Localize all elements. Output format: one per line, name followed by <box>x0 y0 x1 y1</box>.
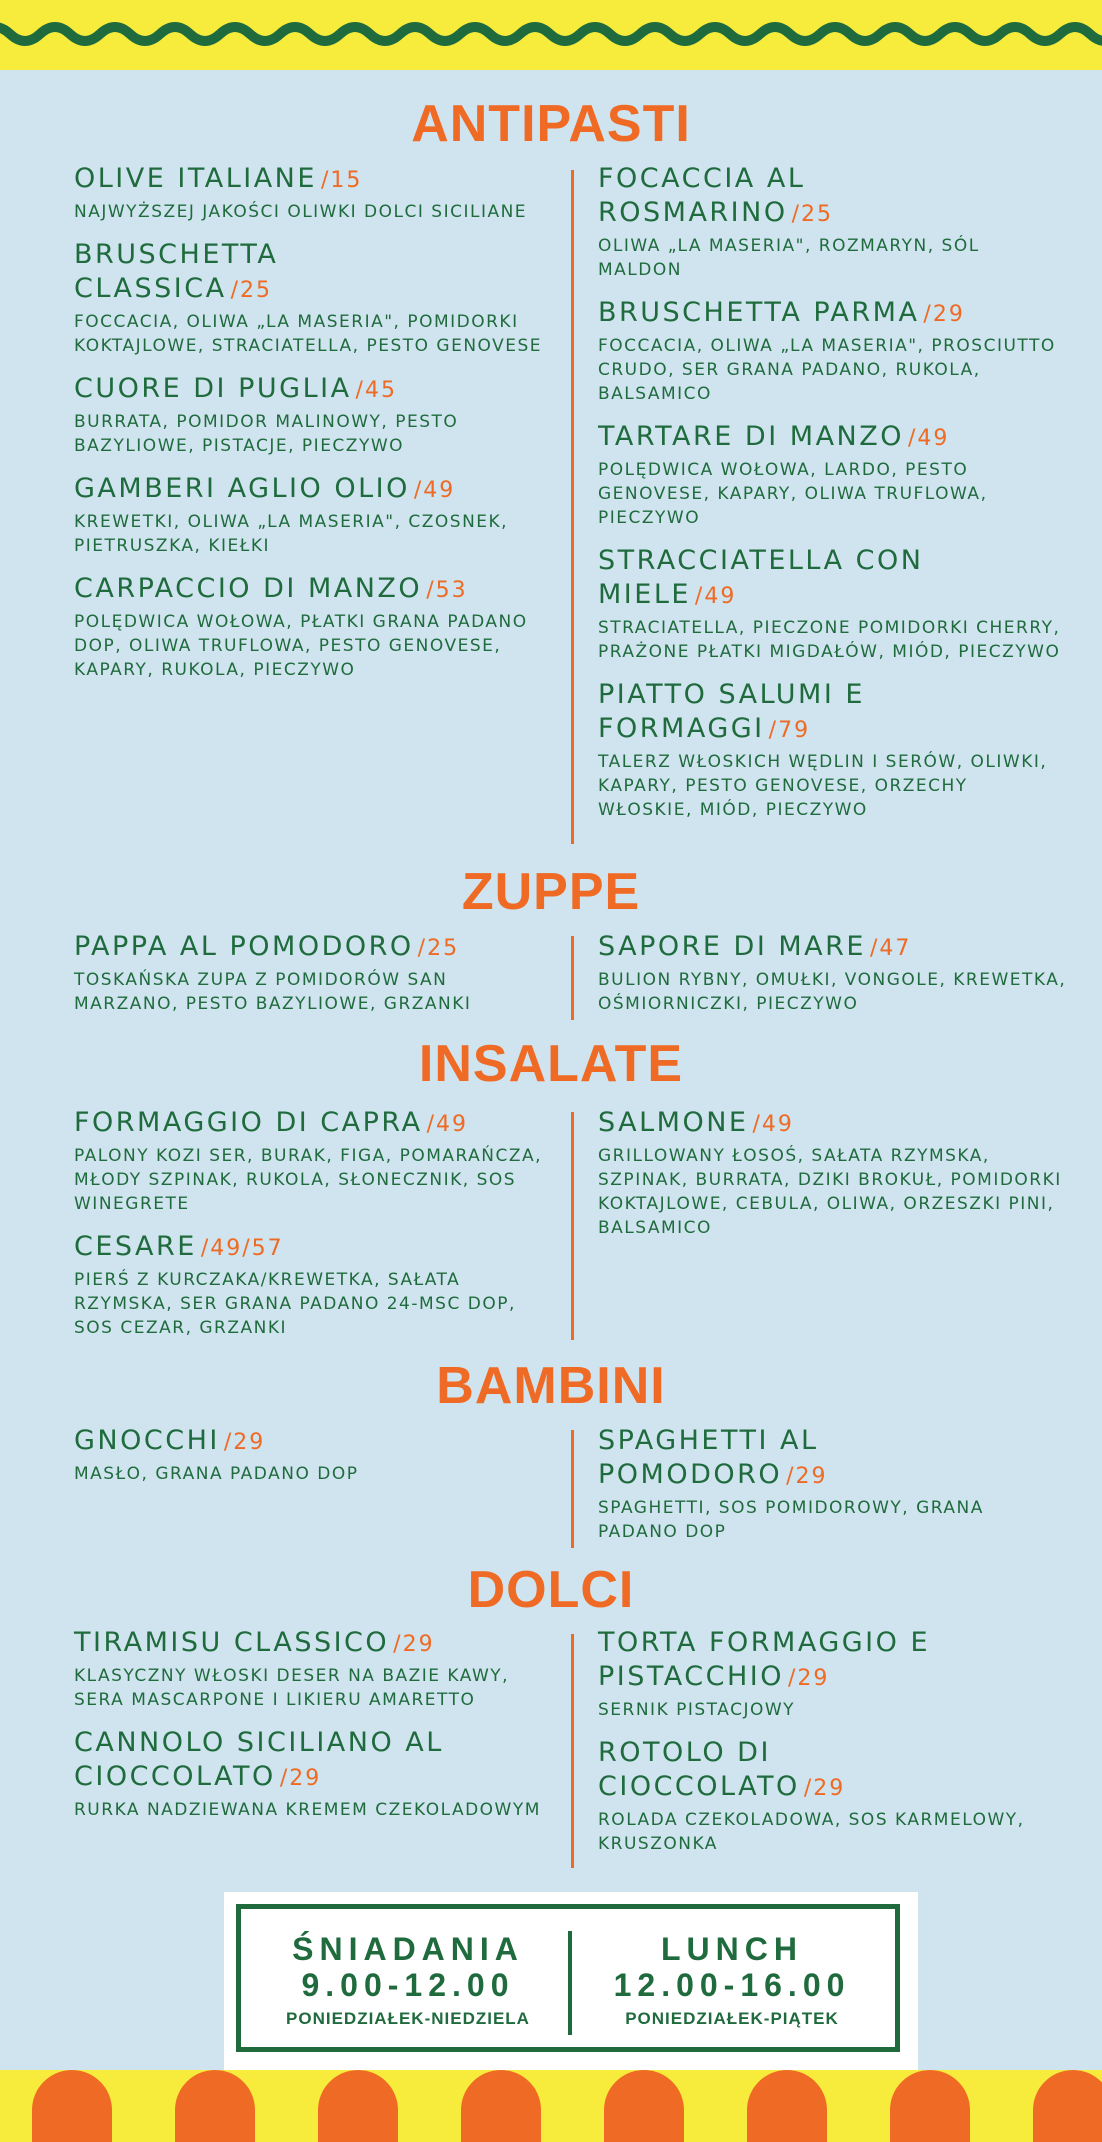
item-price: /25 <box>230 278 272 303</box>
item-description: PIERŚ Z KURCZAKA/KREWETKA, SAŁATA RZYMSKA, SER GRANA PADANO 24-MSC DOP, SOS CEZAR, GRZANKI <box>74 1270 516 1338</box>
menu-item <box>598 420 1068 530</box>
item-description: SPAGHETTI, SOS POMIDOROWY, GRANA PADANO DOP <box>598 1498 984 1542</box>
section-title-insalate: INSALATE <box>418 1035 684 1093</box>
item-description: KLASYCZNY WŁOSKI DESER NA BAZIE KAWY, SERA MASCARPONE I LIKIERU AMARETTO <box>74 1666 510 1710</box>
item-name: BRUSCHETTA PARMA <box>598 297 920 328</box>
item-price: /25 <box>791 202 833 227</box>
item-name: PIATTO SALUMI E FORMAGGI <box>598 679 865 744</box>
item-description: TALERZ WŁOSKICH WĘDLIN I SERÓW, OLIWKI, KAPARY, PESTO GENOVESE, ORZECHY WŁOSKIE, MIÓD, PIECZYWO <box>598 752 1048 820</box>
arch-decoration-icon <box>461 2070 541 2142</box>
item-price: /29 <box>788 1666 830 1691</box>
menu-item <box>598 1736 1068 1856</box>
arch-decoration-icon <box>318 2070 398 2142</box>
item-name: SAPORE DI MARE <box>598 931 866 962</box>
section-title-antipasti: ANTIPASTI <box>411 95 691 153</box>
menu-item <box>598 296 1068 406</box>
lunch-time: 12.00-16.00 <box>613 1967 851 2003</box>
item-name: CANNOLO SICILIANO AL CIOCCOLATO <box>74 1727 444 1792</box>
item-description: SERNIK PISTACJOWY <box>598 1700 796 1720</box>
item-price: /49 <box>907 426 950 451</box>
item-price: /49 <box>426 1112 468 1137</box>
item-price: /49/57 <box>200 1236 284 1261</box>
item-price: /47 <box>869 936 912 961</box>
menu-item <box>598 678 1068 822</box>
item-description: POLĘDWICA WOŁOWA, LARDO, PESTO GENOVESE, KAPARY, OLIWA TRUFLOWA, PIECZYWO <box>598 460 988 528</box>
item-price: /45 <box>355 378 397 403</box>
dolci-right-column <box>598 1626 1068 1870</box>
item-name: SPAGHETTI AL POMODORO <box>598 1425 819 1490</box>
item-name: TARTARE DI MANZO <box>598 421 904 452</box>
item-price: /49 <box>694 584 737 609</box>
menu-item <box>74 238 554 358</box>
breakfast-days: PONIEDZIAŁEK-NIEDZIELA <box>286 2009 530 2028</box>
menu-item <box>74 372 554 458</box>
item-description: BULION RYBNY, OMUŁKI, VONGOLE, KREWETKA, OŚMIORNICZKI, PIECZYWO <box>598 970 1067 1014</box>
menu-item <box>74 1626 554 1712</box>
opening-hours-panel <box>224 1892 918 2070</box>
menu-item <box>598 1424 1068 1544</box>
item-name: TIRAMISU CLASSICO <box>74 1627 390 1658</box>
insalate-right-column <box>598 1106 1068 1254</box>
item-price: /25 <box>417 936 460 961</box>
item-price: /29 <box>923 302 965 327</box>
column-divider <box>571 1112 574 1340</box>
menu-item <box>74 572 554 682</box>
arch-decoration-icon <box>747 2070 827 2142</box>
breakfast-time: 9.00-12.00 <box>301 1967 515 2003</box>
item-description: GRILLOWANY ŁOSOŚ, SAŁATA RZYMSKA, SZPINAK, BURRATA, DZIKI BROKUŁ, POMIDORKI KOKTAJLOWE, CEBULA, OLIWA, ORZESZKI PINI, BALSAMICO <box>598 1146 1062 1238</box>
antipasti-left-column <box>74 162 554 696</box>
item-price: /29 <box>786 1464 828 1489</box>
item-name: GNOCCHI <box>74 1425 220 1456</box>
top-wave-band <box>0 0 1102 70</box>
item-name: CUORE DI PUGLIA <box>74 373 352 404</box>
opening-hours-frame <box>236 1904 900 2052</box>
item-name: OLIVE ITALIANE <box>74 163 317 194</box>
menu-item <box>74 1726 554 1822</box>
item-name: CESARE <box>74 1231 197 1262</box>
item-description: RURKA NADZIEWANA KREMEM CZEKOLADOWYM <box>74 1800 541 1820</box>
section-title-zuppe: ZUPPE <box>461 863 641 921</box>
arch-decoration-icon <box>1033 2070 1102 2142</box>
menu-item <box>598 1106 1068 1240</box>
column-divider <box>571 1430 574 1548</box>
item-name: STRACCIATELLA CON MIELE <box>598 545 924 610</box>
item-name: CARPACCIO DI MANZO <box>74 573 423 604</box>
menu-item <box>74 472 554 558</box>
item-name: TORTA FORMAGGIO E PISTACCHIO <box>598 1627 931 1692</box>
lunch-label: LUNCH <box>661 1931 803 1967</box>
antipasti-right-column <box>598 162 1068 836</box>
item-description: OLIWA „LA MASERIA", ROZMARYN, SÓL MALDON <box>598 236 980 280</box>
item-price: /49 <box>752 1112 794 1137</box>
arch-decoration-icon <box>604 2070 684 2142</box>
arch-decoration-icon <box>32 2070 112 2142</box>
arch-decoration-icon <box>175 2070 255 2142</box>
item-name: SALMONE <box>598 1107 749 1138</box>
section-title-dolci: DOLCI <box>467 1561 635 1619</box>
item-description: MASŁO, GRANA PADANO DOP <box>74 1464 359 1484</box>
item-description: TOSKAŃSKA ZUPA Z POMIDORÓW SAN MARZANO, PESTO BAZYLIOWE, GRZANKI <box>74 970 472 1014</box>
bambini-right-column <box>598 1424 1068 1558</box>
item-price: /29 <box>393 1632 435 1657</box>
item-name: FOCACCIA AL ROSMARINO <box>598 163 806 228</box>
menu-item <box>598 930 1068 1016</box>
breakfast-hours <box>253 1931 563 2031</box>
item-name: GAMBERI AGLIO OLIO <box>74 473 410 504</box>
insalate-left-column <box>74 1106 554 1354</box>
item-description: ROLADA CZEKOLADOWA, SOS KARMELOWY, KRUSZONKA <box>598 1810 1025 1854</box>
item-price: /15 <box>320 168 363 193</box>
menu-item <box>74 930 554 1016</box>
item-description: FOCCACIA, OLIWA „LA MASERIA", POMIDORKI KOKTAJLOWE, STRACIATELLA, PESTO GENOVESE <box>74 312 543 356</box>
menu-item <box>598 162 1068 282</box>
item-description: NAJWYŻSZEJ JAKOŚCI OLIWKI DOLCI SICILIANE <box>74 202 528 222</box>
dolci-left-column <box>74 1626 554 1836</box>
item-price: /49 <box>413 478 456 503</box>
column-divider <box>571 936 574 1020</box>
item-description: POLĘDWICA WOŁOWA, PŁATKI GRANA PADANO DOP, OLIWA TRUFLOWA, PESTO GENOVESE, KAPARY, RUKOLA, PIECZYWO <box>74 612 528 680</box>
column-divider <box>571 1634 574 1868</box>
column-divider <box>571 170 574 844</box>
section-title-bambini: BAMBINI <box>436 1357 666 1415</box>
bottom-arches-band <box>0 2070 1102 2142</box>
wave-decoration-icon <box>0 14 1102 54</box>
menu-item <box>74 162 554 224</box>
menu-item <box>598 544 1068 664</box>
item-price: /79 <box>768 718 811 743</box>
item-name: BRUSCHETTA CLASSICA <box>74 239 279 304</box>
item-price: /29 <box>803 1776 846 1801</box>
item-description: STRACIATELLA, PIECZONE POMIDORKI CHERRY, PRAŻONE PŁATKI MIGDAŁÓW, MIÓD, PIECZYWO <box>598 618 1061 662</box>
zuppe-right-column <box>598 930 1068 1030</box>
bambini-left-column <box>74 1424 554 1500</box>
zuppe-left-column <box>74 930 554 1030</box>
arch-decoration-icon <box>890 2070 970 2142</box>
item-description: FOCCACIA, OLIWA „LA MASERIA", PROSCIUTTO CRUDO, SER GRANA PADANO, RUKOLA, BALSAMICO <box>598 336 1056 404</box>
lunch-hours <box>577 1931 887 2031</box>
item-price: /53 <box>426 578 468 603</box>
item-description: BURRATA, POMIDOR MALINOWY, PESTO BAZYLIOWE, PISTACJE, PIECZYWO <box>74 412 459 456</box>
menu-item <box>74 1424 554 1486</box>
item-price: /29 <box>279 1766 322 1791</box>
lunch-days: PONIEDZIAŁEK-PIĄTEK <box>625 2009 839 2028</box>
item-name: PAPPA AL POMODORO <box>74 931 414 962</box>
item-name: ROTOLO DI CIOCCOLATO <box>598 1737 800 1802</box>
item-description: PALONY KOZI SER, BURAK, FIGA, POMARAŃCZA, MŁODY SZPINAK, RUKOLA, SŁONECZNIK, SOS WINEGRETE <box>74 1146 543 1214</box>
menu-item <box>74 1230 554 1340</box>
hours-divider <box>568 1931 572 2035</box>
item-description: KREWETKI, OLIWA „LA MASERIA", CZOSNEK, PIETRUSZKA, KIEŁKI <box>74 512 509 556</box>
menu-item <box>74 1106 554 1216</box>
breakfast-label: ŚNIADANIA <box>292 1931 524 1967</box>
item-name: FORMAGGIO DI CAPRA <box>74 1107 423 1138</box>
item-price: /29 <box>223 1430 266 1455</box>
menu-item <box>598 1626 1068 1722</box>
